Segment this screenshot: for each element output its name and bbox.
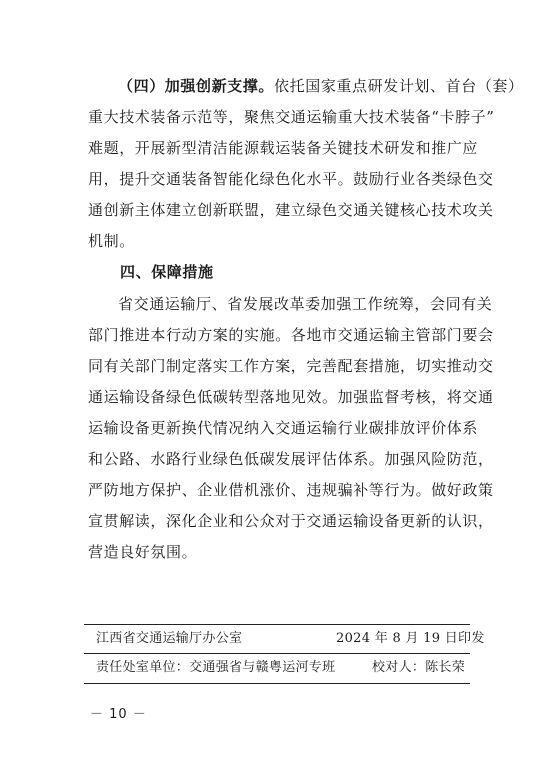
body-line-8: 宣贯解读，深化企业和公众对于交通运输设备更新的认识， xyxy=(88,512,494,530)
body-line-6: 和公路、水路行业绿色低碳发展评估体系。加强风险防范， xyxy=(88,450,494,468)
footer-rule-middle xyxy=(84,653,470,654)
section4-line-4: 用，提升交通装备智能化绿色化水平。鼓励行业各类绿色交 xyxy=(88,170,494,188)
body-line-2: 部门推进本行动方案的实施。各地市交通运输主管部门要会 xyxy=(88,326,494,344)
section4-line-2: 重大技术装备示范等，聚焦交通运输重大技术装备“卡脖子” xyxy=(88,108,495,126)
body-line-1: 省交通运输厅、省发展改革委加强工作统筹，会同有关 xyxy=(118,295,493,313)
section4-lead: （四）加强创新支撑。 xyxy=(118,77,275,95)
section4-line-1-text: 依托国家重点研发计划、首台（套） xyxy=(274,77,524,95)
footer-issuer: 江西省交通运输厅办公室 xyxy=(96,631,243,646)
section4-line-6: 机制。 xyxy=(88,232,135,250)
body-line-5: 运输设备更新换代情况纳入交通运输行业碳排放评价体系 xyxy=(88,419,479,437)
page-number: － 10 － xyxy=(90,707,147,722)
section-heading-safeguards: 四、保障措施 xyxy=(120,263,214,281)
body-line-7: 严防地方保护、企业借机涨价、违规骗补等行为。做好政策 xyxy=(88,481,494,499)
footer-proofreader: 校对人：陈长荣 xyxy=(372,660,466,675)
section4-line-3: 难题，开展新型清洁能源载运装备关键技术研发和推广应 xyxy=(88,139,479,157)
body-line-4: 通运输设备绿色低碳转型落地见效。加强监督考核，将交通 xyxy=(88,388,494,406)
footer-date: 2024 年 8 月 19 日印发 xyxy=(336,631,485,646)
section4-line-1 xyxy=(118,76,524,96)
body-line-9: 营造良好氛围。 xyxy=(88,543,198,561)
footer-rule-bottom xyxy=(84,683,470,684)
footer-rule-top xyxy=(84,624,470,625)
section4-line-5: 通创新主体建立创新联盟，建立绿色交通关键核心技术攻关 xyxy=(88,201,494,219)
footer-responsible-unit: 责任处室单位：交通强省与赣粤运河专班 xyxy=(96,660,336,675)
body-line-3: 同有关部门制定落实工作方案，完善配套措施，切实推动交 xyxy=(88,357,494,375)
